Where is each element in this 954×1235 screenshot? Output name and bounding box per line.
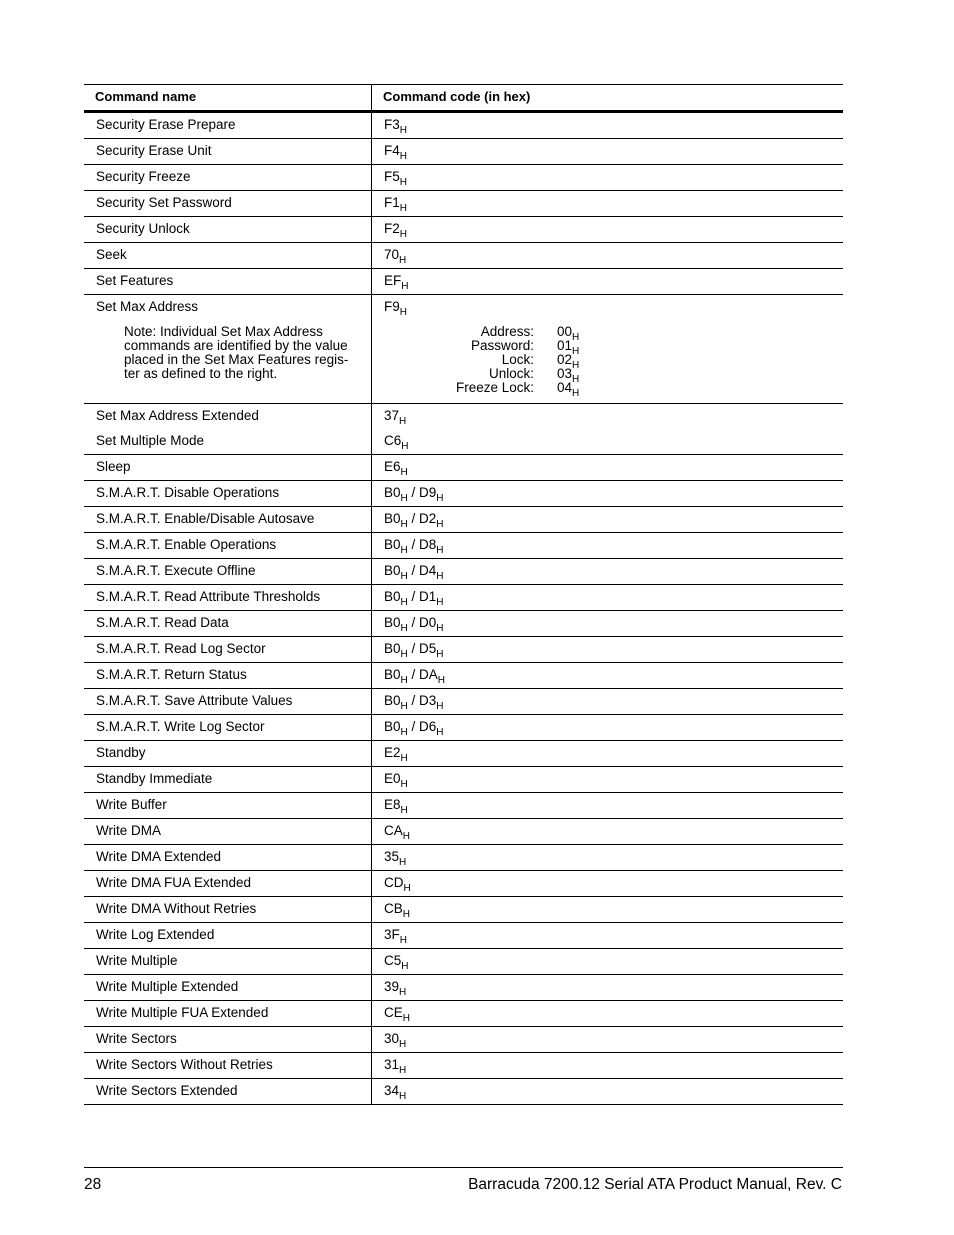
column-divider (371, 793, 372, 818)
table-row (84, 429, 843, 455)
code-value: F9 (384, 299, 400, 314)
hex-suffix: H (400, 675, 408, 686)
command-name: Sleep (96, 459, 131, 474)
code-value: 37 (384, 408, 400, 423)
command-name: Write Log Extended (96, 927, 215, 942)
code-value: 04 (557, 380, 573, 395)
column-divider (371, 585, 372, 610)
column-divider (371, 923, 372, 948)
subcode-value (557, 324, 580, 343)
table-row (84, 975, 843, 1001)
code-value: / D6 (407, 719, 437, 734)
command-name: Write DMA FUA Extended (96, 875, 252, 890)
code-value: / D1 (407, 589, 437, 604)
command-name: S.M.A.R.T. Read Log Sector (96, 641, 266, 656)
hex-suffix: H (436, 701, 444, 712)
table-row (84, 139, 843, 165)
hex-suffix: H (402, 909, 410, 920)
hex-suffix: H (399, 416, 407, 427)
table-row (84, 165, 843, 191)
table-row (84, 533, 843, 559)
command-code (384, 849, 407, 868)
command-code (384, 459, 408, 478)
subcode-label: Address: (480, 324, 534, 339)
command-name: Write Multiple (96, 953, 178, 968)
hex-suffix: H (436, 519, 444, 530)
command-code (384, 511, 444, 530)
hex-suffix: H (436, 727, 444, 738)
command-code (384, 875, 411, 894)
command-code (384, 615, 444, 634)
code-value: E2 (384, 745, 401, 760)
table-row (84, 507, 843, 533)
table-row (84, 191, 843, 217)
hex-suffix: H (436, 571, 444, 582)
note-line: ter as defined to the right. (124, 366, 278, 381)
table-row (84, 559, 843, 585)
column-divider (371, 429, 372, 454)
command-code (384, 797, 408, 816)
command-code (384, 1031, 407, 1050)
command-code (384, 589, 444, 608)
table-row (84, 845, 843, 871)
subcode-value (557, 352, 580, 371)
command-name: Set Max Address (96, 299, 199, 314)
code-value: E6 (384, 459, 401, 474)
command-name: Write Multiple Extended (96, 979, 239, 994)
hex-suffix: H (436, 545, 444, 556)
command-name: Security Freeze (96, 169, 191, 184)
hex-suffix: H (400, 805, 408, 816)
column-divider (371, 559, 372, 584)
hex-suffix: H (572, 360, 580, 371)
column-divider (371, 1027, 372, 1052)
hex-suffix: H (399, 307, 407, 318)
command-name: S.M.A.R.T. Enable Operations (96, 537, 277, 552)
hex-suffix: H (399, 125, 407, 136)
hex-suffix: H (572, 332, 580, 343)
command-code (384, 195, 407, 214)
code-value: / D0 (407, 615, 437, 630)
command-code (384, 247, 407, 266)
hex-suffix: H (572, 388, 580, 399)
table-row (84, 585, 843, 611)
code-value: / D4 (407, 563, 437, 578)
table-row (84, 1079, 843, 1105)
rows-group-remaining (84, 404, 843, 1105)
table-row (84, 637, 843, 663)
command-name: Standby Immediate (96, 771, 213, 786)
code-value: CD (384, 875, 404, 890)
command-code (384, 117, 407, 136)
table-row (84, 689, 843, 715)
hex-suffix: H (399, 935, 407, 946)
table-row (84, 949, 843, 975)
subcode-label: Password: (470, 338, 534, 353)
command-code (384, 823, 410, 842)
code-value: F2 (384, 221, 400, 236)
code-value: / D5 (407, 641, 437, 656)
table-row (84, 243, 843, 269)
hex-suffix: H (400, 727, 408, 738)
command-name: Set Multiple Mode (96, 433, 205, 448)
code-value: / D2 (407, 511, 437, 526)
table-row (84, 741, 843, 767)
command-code (384, 408, 407, 427)
column-divider (371, 611, 372, 636)
column-divider (371, 404, 372, 429)
code-value: B0 (384, 719, 401, 734)
column-divider (371, 165, 372, 190)
code-value: F5 (384, 169, 400, 184)
hex-suffix: H (400, 467, 408, 478)
table-row (84, 767, 843, 793)
code-value: B0 (384, 667, 401, 682)
code-value: 34 (384, 1083, 400, 1098)
column-divider (371, 819, 372, 844)
code-value: F3 (384, 117, 400, 132)
column-divider (371, 845, 372, 870)
hex-suffix: H (401, 961, 409, 972)
table-row (84, 663, 843, 689)
command-name: Write Sectors Without Retries (96, 1057, 273, 1072)
hex-suffix: H (400, 623, 408, 634)
code-value: 70 (384, 247, 400, 262)
command-name: Standby (96, 745, 146, 760)
code-value: B0 (384, 693, 401, 708)
subcode-label: Unlock: (488, 366, 534, 381)
column-divider (371, 1079, 372, 1104)
hex-suffix: H (402, 1013, 410, 1024)
column-divider (371, 269, 372, 294)
column-divider (371, 507, 372, 532)
code-value: / D8 (407, 537, 437, 552)
hex-suffix: H (436, 649, 444, 660)
command-name: Write DMA Without Retries (96, 901, 257, 916)
command-code (384, 927, 407, 946)
command-name: S.M.A.R.T. Enable/Disable Autosave (96, 511, 315, 526)
hex-suffix: H (399, 177, 407, 188)
subcode-label: Lock: (501, 352, 534, 367)
column-divider (371, 113, 372, 138)
code-value: C5 (384, 953, 402, 968)
code-value: B0 (384, 589, 401, 604)
hex-suffix: H (436, 493, 444, 504)
command-code (384, 1083, 407, 1102)
command-name: Write Sectors Extended (96, 1083, 238, 1098)
code-value: 35 (384, 849, 400, 864)
code-value: 39 (384, 979, 400, 994)
table-row (84, 819, 843, 845)
hex-suffix: H (399, 857, 407, 868)
table-row (84, 217, 843, 243)
command-name: S.M.A.R.T. Read Attribute Thresholds (96, 589, 321, 604)
footer-rule (84, 1167, 843, 1168)
command-code (384, 641, 444, 660)
table-row (84, 269, 843, 295)
hex-suffix: H (403, 883, 411, 894)
command-code (384, 433, 409, 452)
table-row (84, 871, 843, 897)
table-row-set-max-address (84, 295, 843, 404)
column-divider (371, 897, 372, 922)
note-line: commands are identified by the value (124, 338, 348, 353)
column-divider (371, 715, 372, 740)
code-value: F1 (384, 195, 400, 210)
subcode-value (557, 380, 580, 399)
hex-suffix: H (436, 597, 444, 608)
table-row (84, 1001, 843, 1027)
hex-suffix: H (402, 831, 410, 842)
hex-suffix: H (399, 151, 407, 162)
command-name: Write Sectors (96, 1031, 177, 1046)
code-value: CE (384, 1005, 403, 1020)
code-value: F4 (384, 143, 400, 158)
hex-suffix: H (400, 597, 408, 608)
subcode-value (557, 366, 580, 385)
table-row (84, 404, 843, 429)
hex-suffix: H (399, 1065, 407, 1076)
column-divider (371, 949, 372, 974)
code-value: 01 (557, 338, 573, 353)
command-name: S.M.A.R.T. Execute Offline (96, 563, 256, 578)
command-name: Security Erase Prepare (96, 117, 236, 132)
code-value: CB (384, 901, 403, 916)
hex-suffix: H (399, 1039, 407, 1050)
note-line: placed in the Set Max Features regis- (124, 352, 349, 367)
subcode-label: Freeze Lock: (455, 380, 534, 395)
header-command-code: Command code (in hex) (383, 89, 531, 104)
command-name: Security Erase Unit (96, 143, 212, 158)
code-value: / D9 (407, 485, 437, 500)
document-title: Barracuda 7200.12 Serial ATA Product Manual, Rev. C (468, 1176, 842, 1193)
column-divider (371, 481, 372, 506)
command-name: Security Set Password (96, 195, 232, 210)
column-divider (371, 455, 372, 480)
command-code (384, 273, 409, 292)
rows-group-security (84, 113, 843, 295)
hex-suffix: H (572, 346, 580, 357)
code-value: 03 (557, 366, 573, 381)
command-code (384, 745, 408, 764)
command-code (384, 771, 408, 790)
column-divider (371, 533, 372, 558)
table-row (84, 611, 843, 637)
hex-suffix: H (400, 493, 408, 504)
code-value: E0 (384, 771, 401, 786)
command-name: S.M.A.R.T. Write Log Sector (96, 719, 265, 734)
code-value: B0 (384, 537, 401, 552)
hex-suffix: H (401, 441, 409, 452)
code-value: 30 (384, 1031, 400, 1046)
column-divider (371, 243, 372, 268)
command-name: Set Max Address Extended (96, 408, 259, 423)
command-name: S.M.A.R.T. Save Attribute Values (96, 693, 293, 708)
table-row (84, 715, 843, 741)
code-value: / D3 (407, 693, 437, 708)
table-row (84, 923, 843, 949)
column-divider (371, 975, 372, 1000)
command-name: S.M.A.R.T. Disable Operations (96, 485, 280, 500)
column-divider (371, 1053, 372, 1078)
code-value: C6 (384, 433, 402, 448)
command-code (384, 537, 444, 556)
hex-suffix: H (399, 203, 407, 214)
table-row (84, 481, 843, 507)
column-divider (371, 85, 372, 110)
hex-suffix: H (400, 753, 408, 764)
set-max-note (124, 325, 369, 381)
command-name: Write DMA (96, 823, 162, 838)
subcode-value (557, 338, 580, 357)
column-divider (371, 191, 372, 216)
code-value: 31 (384, 1057, 400, 1072)
hex-suffix: H (400, 545, 408, 556)
column-divider (371, 1001, 372, 1026)
command-code (384, 901, 410, 920)
note-line: Note: Individual Set Max Address (124, 324, 323, 339)
table-header (84, 85, 843, 113)
code-value: B0 (384, 641, 401, 656)
code-value: 02 (557, 352, 573, 367)
table-row (84, 1027, 843, 1053)
column-divider (371, 767, 372, 792)
column-divider (371, 871, 372, 896)
hex-suffix: H (400, 779, 408, 790)
page-number: 28 (84, 1176, 102, 1193)
hex-suffix: H (572, 374, 580, 385)
command-code (384, 169, 407, 188)
code-value: 00 (557, 324, 573, 339)
hex-suffix: H (399, 255, 407, 266)
command-name: S.M.A.R.T. Read Data (96, 615, 229, 630)
command-name: Set Features (96, 273, 174, 288)
code-value: / DA (407, 667, 438, 682)
column-divider (371, 217, 372, 242)
code-value: B0 (384, 563, 401, 578)
command-code (384, 693, 444, 712)
column-divider (371, 139, 372, 164)
code-value: B0 (384, 615, 401, 630)
hex-suffix: H (400, 701, 408, 712)
command-name: Security Unlock (96, 221, 190, 236)
hex-suffix: H (400, 519, 408, 530)
table-row (84, 1053, 843, 1079)
header-command-name: Command name (95, 89, 197, 104)
command-name: Write DMA Extended (96, 849, 222, 864)
command-name: Write Buffer (96, 797, 167, 812)
code-value: B0 (384, 485, 401, 500)
column-divider (371, 741, 372, 766)
code-value: B0 (384, 511, 401, 526)
command-name: S.M.A.R.T. Return Status (96, 667, 247, 682)
code-value: 3F (384, 927, 400, 942)
table-row (84, 897, 843, 923)
hex-suffix: H (437, 675, 445, 686)
code-value: E8 (384, 797, 401, 812)
code-value: EF (384, 273, 402, 288)
column-divider (371, 637, 372, 662)
command-code (384, 1057, 407, 1076)
command-name: Write Multiple FUA Extended (96, 1005, 269, 1020)
table-row (84, 113, 843, 139)
code-value: CA (384, 823, 403, 838)
hex-suffix: H (400, 571, 408, 582)
hex-suffix: H (399, 1091, 407, 1102)
hex-suffix: H (436, 623, 444, 634)
command-code (384, 485, 444, 504)
column-divider (371, 689, 372, 714)
command-code (384, 1005, 410, 1024)
command-code (384, 143, 407, 162)
command-code (384, 979, 407, 998)
hex-suffix: H (399, 229, 407, 240)
command-code (384, 221, 407, 240)
table-row (84, 455, 843, 481)
command-code (384, 953, 409, 972)
command-code (384, 667, 445, 686)
command-table (84, 84, 843, 1105)
command-code (384, 299, 407, 318)
command-name: Seek (96, 247, 127, 262)
command-code (384, 719, 444, 738)
hex-suffix: H (401, 281, 409, 292)
hex-suffix: H (399, 987, 407, 998)
table-row (84, 793, 843, 819)
command-code (384, 563, 444, 582)
column-divider (371, 663, 372, 688)
hex-suffix: H (400, 649, 408, 660)
